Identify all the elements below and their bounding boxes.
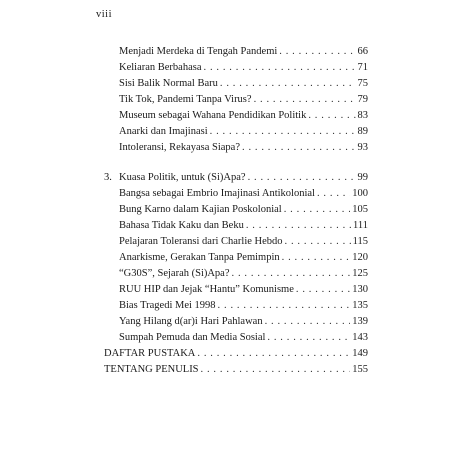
toc-entry bbox=[119, 219, 368, 232]
toc-entry bbox=[119, 45, 368, 58]
toc-leader-dots bbox=[220, 77, 356, 90]
toc-leader-dots bbox=[232, 267, 351, 280]
toc-entry-title: Tik Tok, Pandemi Tanpa Virus? bbox=[119, 94, 252, 105]
toc-entry-page: 120 bbox=[352, 252, 368, 263]
toc-leader-dots bbox=[210, 125, 356, 138]
toc-entry bbox=[119, 267, 368, 280]
toc-entry bbox=[119, 283, 368, 296]
toc-leader-dots bbox=[285, 235, 351, 248]
toc-entry-page: 130 bbox=[352, 284, 368, 295]
toc-entry-title: DAFTAR PUSTAKA bbox=[104, 348, 196, 359]
toc-entry-page: 143 bbox=[352, 332, 368, 343]
toc-leader-dots bbox=[246, 219, 351, 232]
toc-leader-dots bbox=[296, 283, 350, 296]
toc-entry-page: 115 bbox=[352, 236, 368, 247]
toc-entry-page: 79 bbox=[357, 94, 368, 105]
toc-entry-page: 93 bbox=[357, 142, 368, 153]
toc-entry bbox=[119, 315, 368, 328]
toc-entry-page: 149 bbox=[352, 348, 368, 359]
chapter-page: 99 bbox=[357, 172, 368, 183]
toc-entry-page: 111 bbox=[353, 220, 368, 231]
toc-entry-page: 83 bbox=[357, 110, 368, 121]
toc-entry bbox=[119, 125, 368, 138]
toc-entry bbox=[119, 77, 368, 90]
toc-entry bbox=[119, 299, 368, 312]
toc-entry-title: Menjadi Merdeka di Tengah Pandemi bbox=[119, 46, 278, 57]
toc-leader-dots bbox=[242, 141, 356, 154]
toc-entry-page: 135 bbox=[352, 300, 368, 311]
toc-leader-dots bbox=[218, 299, 351, 312]
toc-entry-title: RUU HIP dan Jejak “Hantu” Komunisme bbox=[119, 284, 294, 295]
toc-entry bbox=[119, 251, 368, 264]
toc-entry-title: Bias Tragedi Mei 1998 bbox=[119, 300, 216, 311]
toc-entry-page: 75 bbox=[357, 78, 368, 89]
toc-entry-back-matter bbox=[104, 347, 368, 360]
toc-entry-title: Anarkisme, Gerakan Tanpa Pemimpin bbox=[119, 252, 280, 263]
toc-leader-dots bbox=[204, 61, 356, 74]
toc-entry bbox=[119, 93, 368, 106]
page-number: viii bbox=[96, 9, 113, 20]
toc-entry bbox=[119, 187, 368, 200]
toc-entry bbox=[119, 235, 368, 248]
toc-entry-title: Bangsa sebagai Embrio Imajinasi Antikolonial bbox=[119, 188, 315, 199]
toc-leader-dots bbox=[265, 315, 351, 328]
toc-entry-title: Pelajaran Toleransi dari Charlie Hebdo bbox=[119, 236, 283, 247]
toc-entry-title: Museum sebagai Wahana Pendidikan Politik bbox=[119, 110, 307, 121]
toc-entry-page: 71 bbox=[357, 62, 368, 73]
toc-leader-dots bbox=[254, 93, 356, 106]
toc-leader-dots bbox=[308, 109, 355, 122]
toc-leader-dots bbox=[279, 45, 355, 58]
toc-entry-title: “G30S”, Sejarah (Si)Apa? bbox=[119, 268, 230, 279]
toc-entry-title: TENTANG PENULIS bbox=[104, 364, 199, 375]
toc-entry-title: Anarki dan Imajinasi bbox=[119, 126, 208, 137]
toc-entry-page: 125 bbox=[352, 268, 368, 279]
chapter-number: 3. bbox=[104, 172, 112, 183]
toc-entry-title: Sisi Balik Normal Baru bbox=[119, 78, 218, 89]
toc-entry-title: Bahasa Tidak Kaku dan Beku bbox=[119, 220, 244, 231]
toc-entry-page: 105 bbox=[352, 204, 368, 215]
toc-leader-dots bbox=[197, 347, 350, 360]
toc-entry-page: 89 bbox=[357, 126, 368, 137]
toc-entry-title: Yang Hilang d(ar)i Hari Pahlawan bbox=[119, 316, 263, 327]
toc-entry-title: Bung Karno dalam Kajian Poskolonial bbox=[119, 204, 282, 215]
toc-entry-title: Keliaran Berbahasa bbox=[119, 62, 202, 73]
toc-entry bbox=[119, 203, 368, 216]
toc-entry bbox=[119, 331, 368, 344]
chapter-entry bbox=[119, 171, 368, 184]
toc-entry-page: 66 bbox=[357, 46, 368, 57]
toc-leader-dots bbox=[284, 203, 351, 216]
toc-entry-back-matter bbox=[104, 363, 368, 376]
toc-leader-dots bbox=[282, 251, 351, 264]
toc-entry bbox=[119, 61, 368, 74]
toc-leader-dots bbox=[267, 331, 350, 344]
toc-entry-page: 139 bbox=[352, 316, 368, 327]
chapter-title: Kuasa Politik, untuk (Si)Apa? bbox=[119, 172, 246, 183]
toc-entry bbox=[119, 141, 368, 154]
toc-leader-dots bbox=[317, 187, 350, 200]
toc-entry-page: 155 bbox=[352, 364, 368, 375]
toc-entry-title: Sumpah Pemuda dan Media Sosial bbox=[119, 332, 266, 343]
toc-entry-page: 100 bbox=[352, 188, 368, 199]
toc-entry-title: Intoleransi, Rekayasa Siapa? bbox=[119, 142, 240, 153]
toc-entry bbox=[119, 109, 368, 122]
toc-leader-dots bbox=[248, 171, 356, 184]
toc-leader-dots bbox=[201, 363, 351, 376]
